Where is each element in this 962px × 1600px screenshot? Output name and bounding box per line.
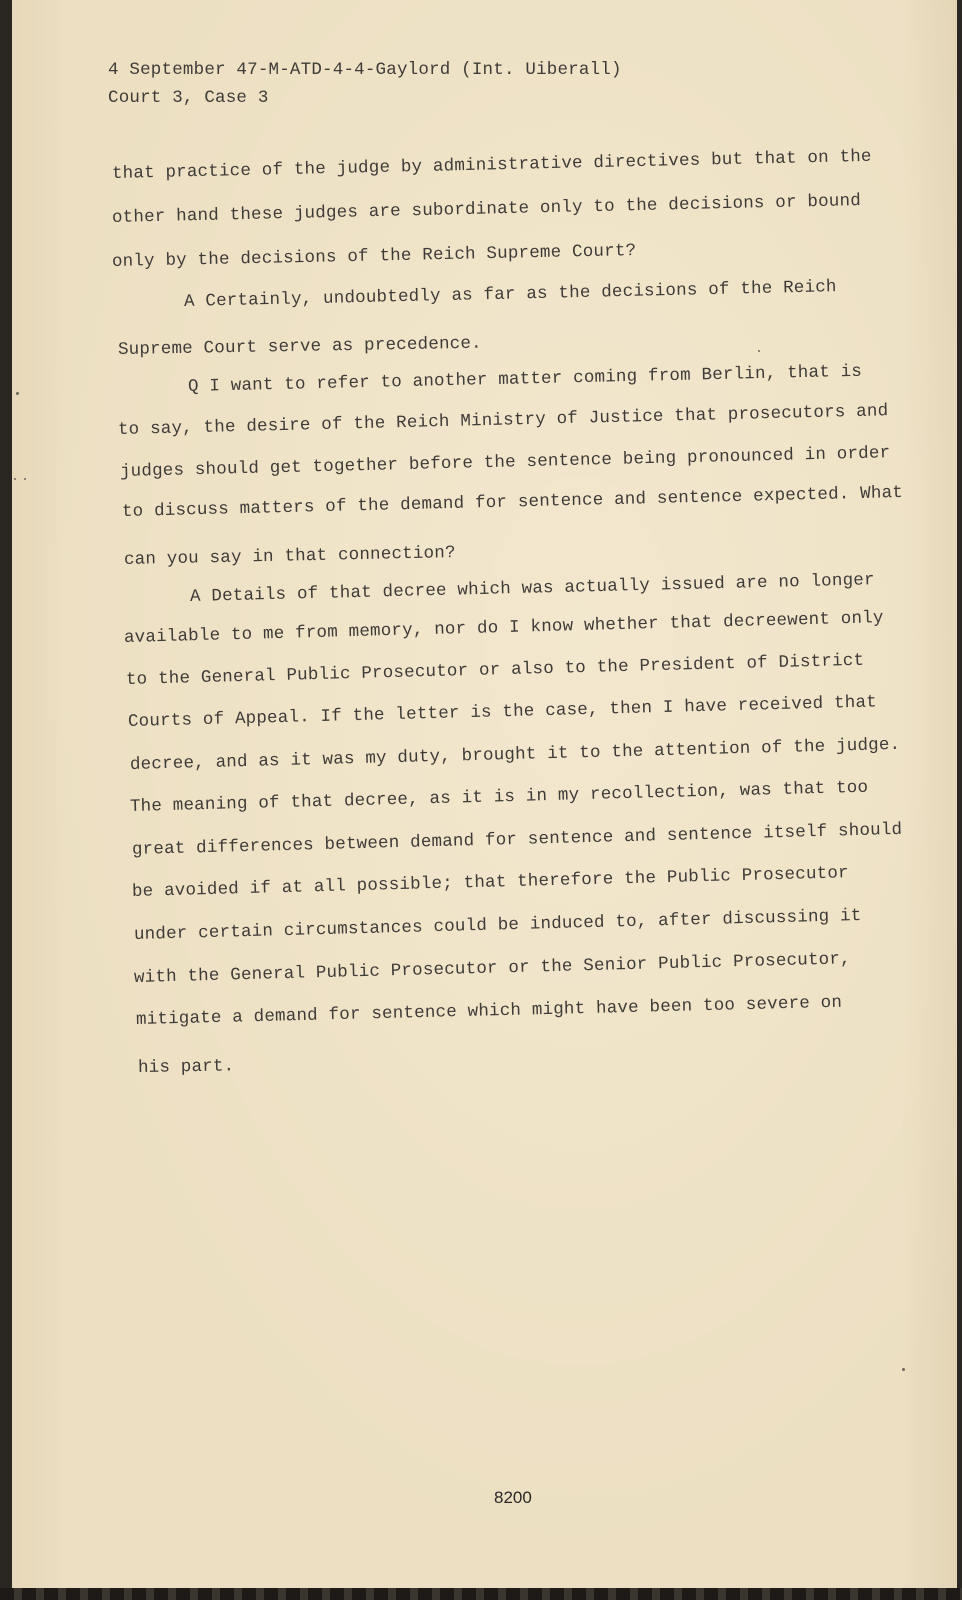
paper-speck xyxy=(24,478,26,480)
body-line: decree, and as it was my duty, brought it to the attention of the judge. xyxy=(129,734,901,775)
paper-speck xyxy=(902,1368,905,1371)
header-court-line: Court 3, Case 3 xyxy=(108,88,269,108)
body-line: with the General Public Prosecutor or the Senior Public Prosecutor, xyxy=(133,949,852,988)
paper-speck xyxy=(14,478,16,480)
body-line: his part. xyxy=(137,1056,235,1078)
body-line: The meaning of that decree, as it is in my recollection, was that too xyxy=(129,777,869,817)
body-line: to say, the desire of the Reich Ministry of Justice that prosecutors and xyxy=(117,401,889,440)
body-line: that practice of the judge by administrative directives but that on the xyxy=(111,146,872,184)
body-line: only by the decisions of the Reich Supreme Court? xyxy=(111,241,637,272)
body-line: Q I want to refer to another matter coming from Berlin, that is xyxy=(187,361,863,397)
body-line: other hand these judges are subordinate only to the decisions or bound xyxy=(111,191,862,228)
body-line: can you say in that connection? xyxy=(123,543,456,570)
body-line: Courts of Appeal. If the letter is the case, then I have received that xyxy=(127,692,878,732)
body-line: available to me from memory, nor do I know whether that decreewent only xyxy=(123,608,884,648)
body-line: under certain circumstances could be induced to, after discussing it xyxy=(133,905,862,945)
body-line: be avoided if at all possible; that therefore the Public Prosecutor xyxy=(131,863,850,902)
page-number: 8200 xyxy=(494,1488,532,1507)
body-line: A Details of that decree which was actually issued are no longer xyxy=(189,570,875,607)
body-line: judges should get together before the sentence being pronounced in order xyxy=(119,443,891,482)
paper-speck xyxy=(758,350,760,352)
body-line: to the General Public Prosecutor or also to the President of District xyxy=(125,650,865,690)
body-line: mitigate a demand for sentence which might have been too severe on xyxy=(135,992,843,1030)
body-line: great differences between demand for sentence and sentence itself should xyxy=(131,819,903,860)
paper-speck xyxy=(16,392,19,395)
document-page xyxy=(12,0,957,1588)
header-docket-line: 4 September 47-M-ATD-4-4-Gaylord (Int. Uiberall) xyxy=(108,60,622,80)
body-line: Supreme Court serve as precedence. xyxy=(117,333,482,360)
body-line: A Certainly, undoubtedly as far as the decisions of the Reich xyxy=(183,277,837,312)
scan-edge xyxy=(0,1588,962,1600)
body-line: to discuss matters of the demand for sentence and sentence expected. What xyxy=(121,482,904,522)
